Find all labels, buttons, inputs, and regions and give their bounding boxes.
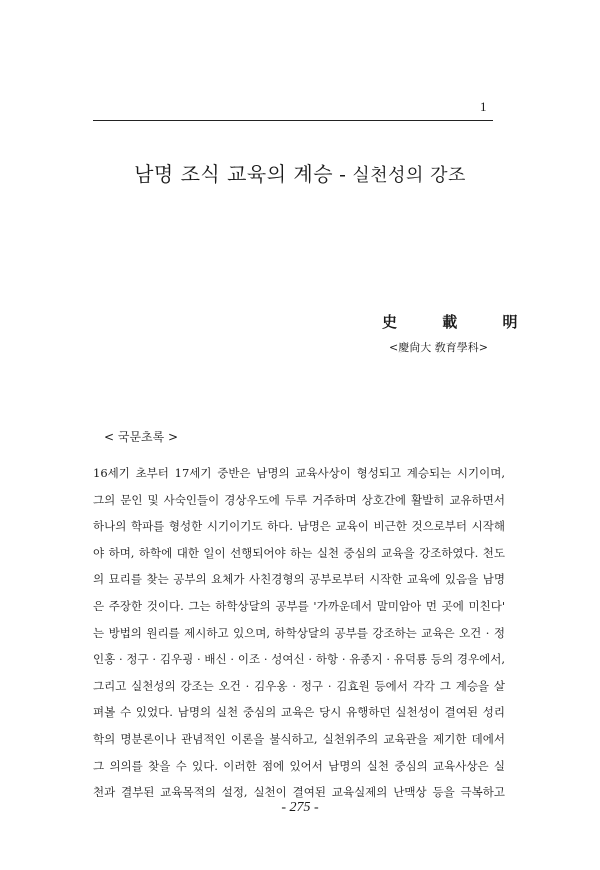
title-separator: -: [339, 162, 347, 186]
abstract-line: 하나의 학파를 형성한 시기이기도 하다. 남명은 교육이 비근한 것으로부터 시작해: [93, 519, 505, 534]
paper-title: [0, 158, 600, 187]
page-number: - 275 -: [281, 800, 319, 815]
abstract-body: [93, 460, 505, 806]
author-affiliation: <慶尙大 敎育學科>: [389, 341, 488, 354]
abstract-line: 학의 명분론이나 관념적인 이론을 불식하고, 실천위주의 교육관을 제기한 데에서: [93, 731, 505, 746]
header-rule: [93, 120, 493, 121]
abstract-line: 그의 문인 및 사숙인들이 경상우도에 두루 거주하며 상호간에 활발히 교유하면서: [93, 492, 505, 507]
abstract-line: 16세기 초부터 17세기 중반은 남명의 교육사상이 형성되고 계승되는 시기이며,: [93, 466, 505, 480]
abstract-line: 그 의의를 찾을 수 있다. 이러한 점에 있어서 남명의 실천 중심의 교육사상은 실: [93, 758, 505, 773]
author-name: 史 載 明: [382, 313, 538, 331]
title-subtitle: 실천성의 강조: [352, 165, 466, 186]
header-page-marker: 1: [480, 99, 487, 114]
abstract-line: 펴볼 수 있었다. 남명의 실천 중심의 교육은 당시 유행하던 실천성이 결여된 성리: [93, 705, 505, 720]
abstract-line: 천과 결부된 교육목적의 설정, 실천이 결여된 교육실제의 난맥상 등을 극복하고: [93, 785, 505, 800]
abstract-line: 인홍 · 정구 · 김우굉 · 배신 · 이조 · 성여신 · 하항 · 유종지 · 유덕룡 등의 경우에서,: [93, 652, 505, 667]
abstract-line: 는 방법의 원리를 제시하고 있으며, 하학상달의 공부를 강조하는 교육은 오건 · 정: [93, 625, 505, 640]
abstract-line: 의 묘리를 찾는 공부의 요체가 사친경형의 공부로부터 시작한 교육에 있음을 남명: [93, 572, 505, 587]
abstract-line: 그리고 실천성의 강조는 오건 · 김우옹 · 정구 · 김효원 등에서 각각 그 계승을 살: [93, 678, 505, 693]
title-main: 남명 조식 교육의 계승: [134, 162, 334, 186]
abstract-line: 은 주장한 것이다. 그는 하학상달의 공부를 '가까운데서 말미암아 먼 곳에 미친다': [93, 598, 505, 613]
abstract-line: 야 하며, 하학에 대한 일이 선행되어야 하는 실천 중심의 교육을 강조하였다. 천도: [93, 545, 505, 560]
abstract-label: < 국문초록 >: [104, 430, 179, 444]
